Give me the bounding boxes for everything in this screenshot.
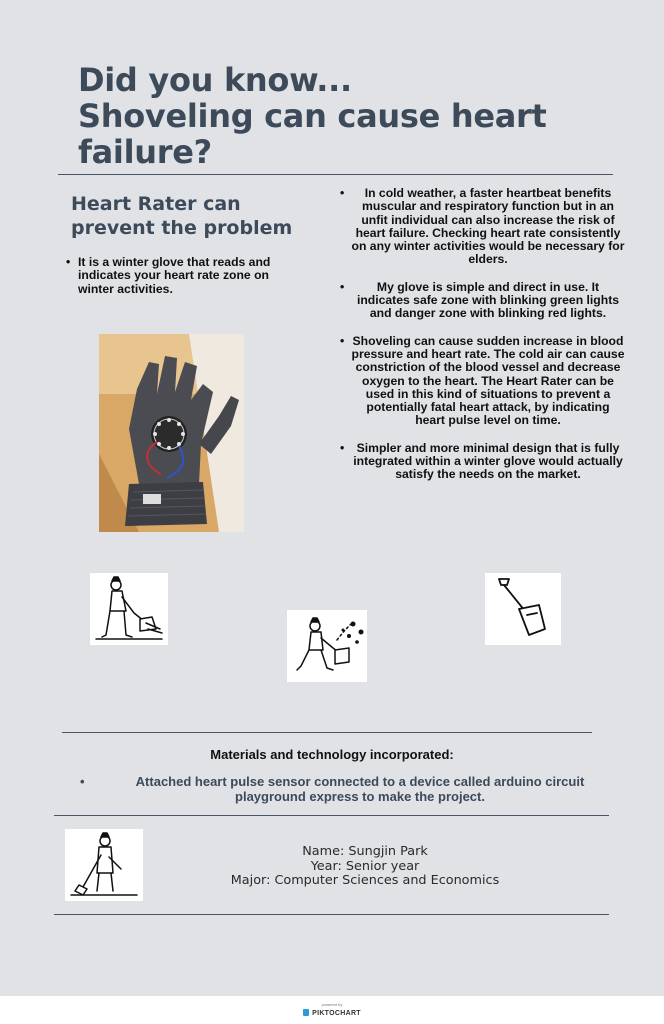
- right-bullet-item: • My glove is simple and direct in use. It indicates safe zone with blinking green lights and danger zone with blinking red lights.: [336, 281, 626, 321]
- divider-materials: [62, 732, 592, 733]
- brand-label: PIKTOCHART: [312, 1010, 361, 1017]
- author-year: Year: Senior year: [310, 858, 420, 874]
- person-with-shovel-icon: [65, 829, 143, 901]
- shovel-icon: [485, 573, 561, 645]
- right-bullet-item: • In cold weather, a faster heartbeat benefits muscular and respiratory function but in an unfit individual can also increase the risk of heart failure. Checking heart rate consistently on any winter activities would be necessary for elders.: [336, 187, 626, 267]
- shoveling-person-icon: [90, 573, 168, 645]
- title-line-1: Did you know...: [78, 61, 352, 99]
- right-bullet-item: • Shoveling can cause sudden increase in blood pressure and heart rate. The cold air can cause constriction of the blood vessel and decrease oxygen to the heart. The Heart Rater can be used in this kind of situations to prevent a potentially fatal heart attack, by indicating heart pulse level on time.: [336, 335, 626, 428]
- glove-photo: [99, 334, 244, 532]
- section-subtitle: Heart Rater can prevent the problem: [71, 193, 293, 239]
- materials-title: Materials and technology incorporated:: [210, 747, 454, 762]
- brand-link[interactable]: [0, 1009, 664, 1017]
- title-line-3: failure?: [78, 133, 212, 171]
- snow-shoveling-person-icon: [287, 610, 367, 682]
- divider-bottom: [54, 914, 609, 915]
- powered-by-label: powered by: [321, 1002, 343, 1007]
- divider-middle: [54, 815, 609, 816]
- right-bullet-list: [336, 187, 626, 496]
- author-name: Name: Sungjin Park: [302, 844, 428, 859]
- author-info: [160, 845, 570, 889]
- divider-top: [58, 174, 613, 175]
- materials-list: [80, 774, 620, 804]
- title-line-2: Shoveling can cause heart: [78, 97, 547, 135]
- author-major: Major: Computer Sciences and Economics: [230, 873, 500, 888]
- materials-item: • Attached heart pulse sensor connected to a device called arduino circuit playground express to make the project.: [80, 774, 620, 804]
- right-bullet-item: • Simpler and more minimal design that is fully integrated within a winter glove would actually satisfy the needs on the market.: [336, 442, 626, 482]
- left-bullet-item: • It is a winter glove that reads and indicates your heart rate zone on winter activities.: [66, 256, 306, 296]
- left-bullet-list: [66, 256, 306, 296]
- page-title: [78, 62, 638, 170]
- piktochart-logo-icon: [303, 1009, 309, 1016]
